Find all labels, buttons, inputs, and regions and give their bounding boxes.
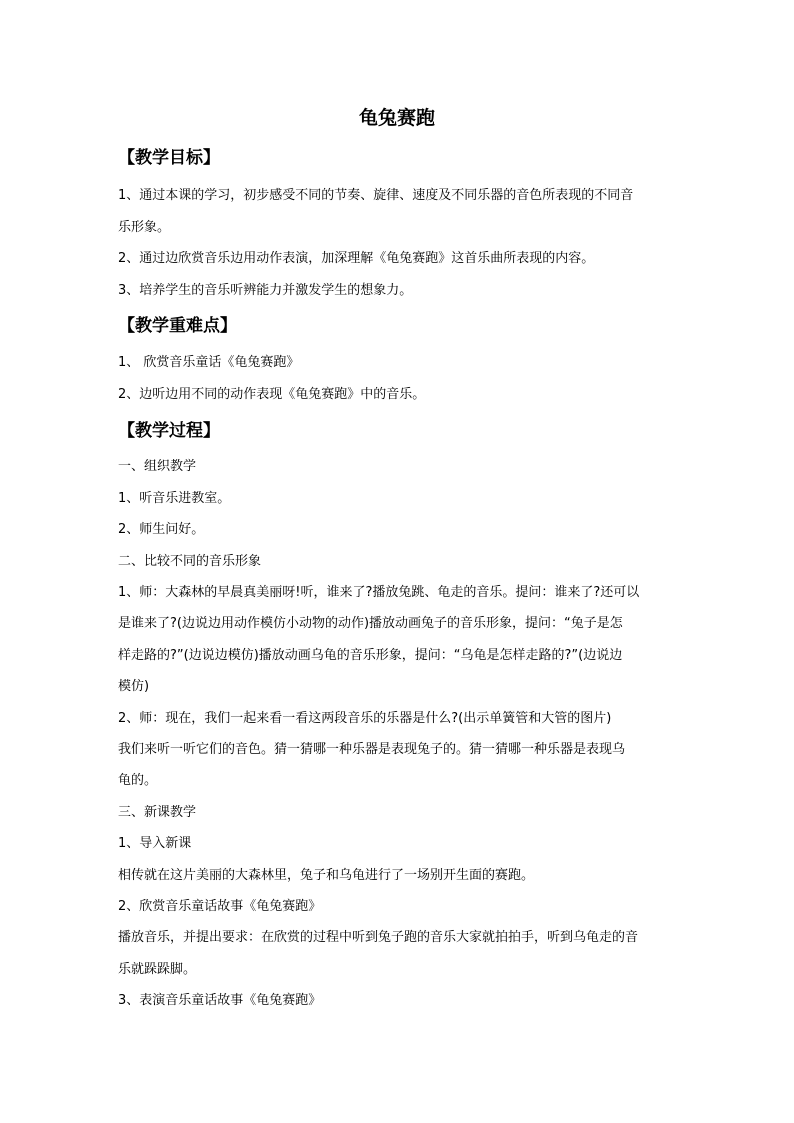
process-line-9: 2、师：现在，我们一起来看一看这两段音乐的乐器是什么?(出示单簧管和大管的图片) bbox=[118, 711, 612, 726]
process-line-2: 1、听音乐进教室。 bbox=[118, 491, 231, 506]
process-line-17: 乐就跺跺脚。 bbox=[118, 962, 197, 977]
goal-line-2: 乐形象。 bbox=[118, 220, 171, 235]
heading-key-points: 【教学重难点】 bbox=[118, 316, 237, 336]
process-line-6: 是谁来了?(边说边用动作模仿小动物的动作)播放动画兔子的音乐形象，提问：“兔子是怎 bbox=[118, 616, 623, 631]
process-line-15: 2、欣赏音乐童话故事《龟兔赛跑》 bbox=[118, 899, 322, 914]
process-line-8: 模仿) bbox=[118, 679, 150, 694]
keypoint-line-1: 1、 欣赏音乐童话《龟兔赛跑》 bbox=[118, 355, 300, 370]
process-line-7: 样走路的?”(边说边模仿)播放动画乌龟的音乐形象，提问：“乌龟是怎样走路的?”(边说边 bbox=[118, 648, 623, 663]
heading-teaching-process: 【教学过程】 bbox=[118, 421, 220, 441]
process-line-1: 一、组织教学 bbox=[118, 459, 197, 474]
process-line-16: 播放音乐，并提出要求：在欣赏的过程中听到兔子跑的音乐大家就拍拍手，听到乌龟走的音 bbox=[118, 930, 639, 945]
process-line-3: 2、师生问好。 bbox=[118, 522, 205, 537]
keypoint-line-2: 2、边听边用不同的动作表现《龟兔赛跑》中的音乐。 bbox=[118, 387, 426, 402]
process-line-4: 二、比较不同的音乐形象 bbox=[118, 554, 262, 569]
process-line-13: 1、导入新课 bbox=[118, 836, 192, 851]
process-line-12: 三、新课教学 bbox=[118, 805, 197, 820]
process-line-18: 3、表演音乐童话故事《龟兔赛跑》 bbox=[118, 993, 322, 1008]
goal-line-1: 1、通过本课的学习，初步感受不同的节奏、旋律、速度及不同乐器的音色所表现的不同音 bbox=[118, 188, 634, 203]
document-title: 龟兔赛跑 bbox=[358, 107, 435, 129]
goal-line-3: 2、通过边欣赏音乐边用动作表演，加深理解《龟兔赛跑》这首乐曲所表现的内容。 bbox=[118, 251, 595, 266]
process-line-10: 我们来听一听它们的音色。猜一猜哪一种乐器是表现兔子的。猜一猜哪一种乐器是表现乌 bbox=[118, 742, 626, 757]
heading-teaching-goals: 【教学目标】 bbox=[118, 148, 220, 168]
goal-line-4: 3、培养学生的音乐听辨能力并激发学生的想象力。 bbox=[118, 283, 413, 298]
process-line-11: 龟的。 bbox=[118, 773, 158, 788]
process-line-5: 1、师：大森林的早晨真美丽呀!听，谁来了?播放兔跳、龟走的音乐。提问：谁来了?还可以 bbox=[118, 585, 640, 600]
process-line-14: 相传就在这片美丽的大森林里，兔子和乌龟进行了一场别开生面的赛跑。 bbox=[118, 868, 535, 883]
